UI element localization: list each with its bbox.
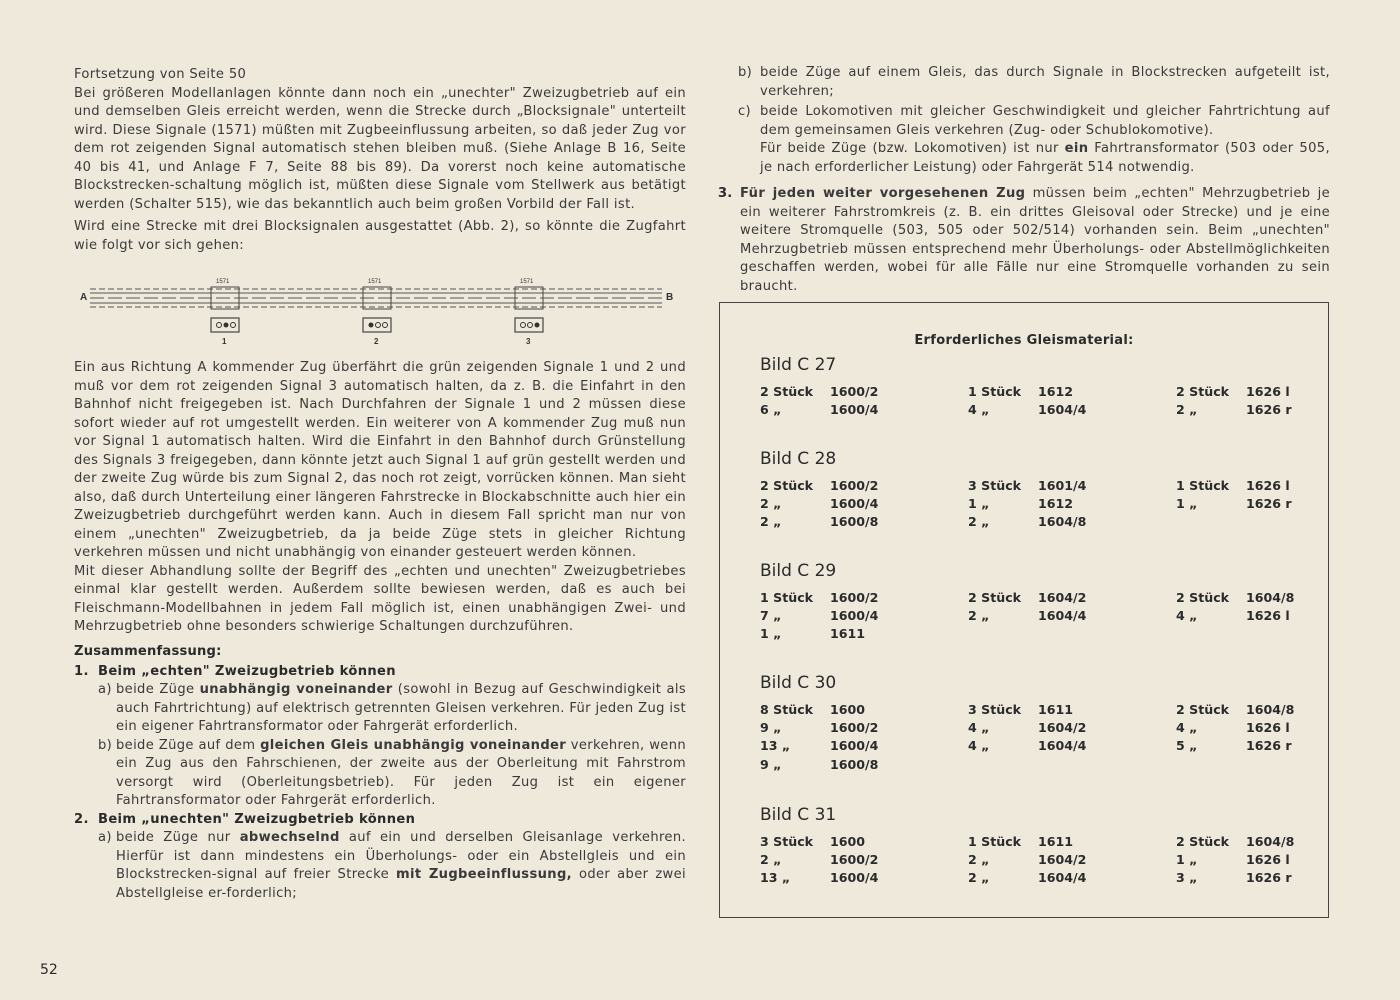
bild-c29 bbox=[760, 561, 836, 585]
paragraph-3: Ein aus Richtung A kommender Zug überfährt die grün zeigenden Signale 1 und 2 und muß vor dem rot zeigenden Signal 3 automatisch halten, da z. B. die Einfahrt in den Bahnhof nicht freigegeben ist. Nach Durchfahren der Signale 1 und 2 müssen diese sofort wieder auf rot umgestellt werden. Ein weiterer von A kommender Zug muß nun vor Signal 1 automatisch halten. Wird die Einfahrt in den Bahnhof durch Grünstellung des Signals 3 freigegeben, dann könnte jetzt auch Signal 1 auf grün gestellt werden und der zweite Zug würde bis zum Signal 2, das noch rot zeigt, vorrücken können. Man sieht also, daß durch Unterteilung einer längeren Fahrstrecke in Blockabschnitte auch hier ein Zweizugbetrieb durchgeführt werden kann. Auch in diesem Fall spricht man nur von einem „unechten" Zweizugbetrieb, da ja beide Züge stets in gleicher Richtung verkehren müssen und nicht unabhängig von einander gesteuert werden können. bbox=[74, 360, 686, 560]
material-group bbox=[760, 833, 878, 888]
material-part-number: 1604/2 bbox=[1038, 720, 1087, 736]
material-row bbox=[1176, 851, 1294, 869]
material-row bbox=[760, 589, 878, 607]
summary-item-1 bbox=[74, 663, 686, 682]
material-quantity: 1 Stück bbox=[968, 834, 1022, 849]
summary-item-3 bbox=[718, 185, 1330, 296]
signal-2 bbox=[363, 279, 391, 346]
material-quantity: 3 Stück bbox=[760, 834, 814, 849]
material-group bbox=[968, 833, 1086, 888]
material-part-number: 1600/2 bbox=[830, 852, 879, 868]
item-3-bold: Für jeden weiter vorgesehenen Zug bbox=[740, 186, 1026, 201]
material-quantity: 2 „ bbox=[968, 514, 990, 530]
item-1a-bold-1: unabhängig voneinander bbox=[199, 682, 393, 697]
material-group bbox=[968, 477, 1086, 532]
material-quantity: 6 „ bbox=[760, 402, 782, 418]
material-quantity: 1 „ bbox=[1176, 496, 1198, 512]
material-part-number: 1600/4 bbox=[830, 402, 879, 418]
material-quantity: 8 Stück bbox=[760, 702, 814, 717]
item-2a-bold-2: mit Zugbeeinflussung, bbox=[395, 867, 572, 882]
material-quantity: 2 „ bbox=[968, 608, 990, 624]
material-part-number: 1600/8 bbox=[830, 756, 879, 772]
material-quantity: 5 „ bbox=[1176, 738, 1198, 754]
paragraph-4: Mit dieser Abhandlung sollte der Begriff des „echten und unechten" Zweizugbetriebes einmal klar gestellt werden. Außerdem sollte bewiesen werden, daß es auch bei Fleischmann-Modellbahnen in jedem Fall möglich ist, einen unabhängigen Zwei- und Mehrzugbetrieb ohne besonders schwierige Schaltungen durchzuführen. bbox=[74, 563, 686, 634]
signal-3-number: 3 bbox=[526, 337, 531, 346]
material-part-number: 1600/4 bbox=[830, 738, 879, 754]
material-part-number: 1604/4 bbox=[1038, 738, 1087, 754]
material-row bbox=[1176, 869, 1294, 887]
signal-2-number: 2 bbox=[374, 337, 379, 346]
material-part-number: 1612 bbox=[1038, 384, 1074, 399]
paragraph-1: Bei größeren Modellanlagen könnte dann noch ein „unechter" Zweizugbetrieb auf ein und demselben Gleis erreicht werden, wenn die Strecke durch „Blocksignale" unterteilt wird. Diese Signale (1571) müßten mit Zugbeeinflussung arbeiten, so daß jeder Zug vor dem rot zeigenden Signal automatisch stehen bleiben muß. (Siehe Anlage B 16, Seite 40 bis 41, und Anlage F 7, Seite 88 bis 89). Da vorerst noch keine automatische Blockstrecken-schaltung möglich ist, müßten diese Signale vom Stellwerk aus betätigt werden (Schalter 515), wie das bekanntlich auch beim großen Vorbild der Fall ist. bbox=[74, 85, 686, 212]
material-row bbox=[760, 401, 878, 419]
material-row bbox=[968, 513, 1086, 531]
item-2c-text-3: Fahrtransformator (503 oder 505, je nach erforderlicher Leistung) oder Fahrgerät 514 notwendig. bbox=[760, 141, 1330, 175]
material-part-number: 1600/2 bbox=[830, 384, 879, 399]
material-quantity: 2 Stück bbox=[1176, 384, 1230, 399]
signal-1-code: 1571 bbox=[216, 279, 230, 285]
material-row bbox=[760, 513, 878, 531]
material-part-number: 1626 l bbox=[1246, 384, 1290, 399]
material-group bbox=[1176, 383, 1292, 419]
material-group bbox=[1176, 589, 1294, 625]
material-quantity: 7 „ bbox=[760, 608, 782, 624]
item-2b-text: beide Züge auf einem Gleis, das durch Signale in Blockstrecken aufgeteilt ist, verkehren; bbox=[760, 65, 1330, 99]
item-1-title: Beim „echten" Zweizugbetrieb können bbox=[98, 663, 396, 679]
left-column bbox=[74, 66, 686, 903]
signal-1-number: 1 bbox=[222, 337, 227, 346]
material-row bbox=[760, 701, 878, 719]
material-quantity: 2 Stück bbox=[968, 590, 1022, 605]
material-part-number: 1626 l bbox=[1246, 608, 1290, 624]
material-row bbox=[1176, 719, 1294, 737]
material-quantity: 2 „ bbox=[1176, 402, 1198, 418]
bild-title: Bild C 29 bbox=[760, 561, 837, 581]
material-group bbox=[760, 383, 878, 419]
material-part-number: 1604/8 bbox=[1246, 834, 1295, 849]
material-part-number: 1611 bbox=[830, 626, 866, 642]
material-quantity: 1 Stück bbox=[968, 384, 1022, 399]
bild-c27 bbox=[760, 355, 836, 379]
material-part-number: 1604/8 bbox=[1246, 702, 1295, 717]
material-quantity: 2 Stück bbox=[1176, 834, 1230, 849]
material-row bbox=[760, 625, 878, 643]
material-quantity: 1 „ bbox=[760, 626, 782, 642]
material-quantity: 2 Stück bbox=[760, 384, 814, 399]
material-row bbox=[760, 495, 878, 513]
bild-c30 bbox=[760, 673, 836, 697]
item-1b-label: b) bbox=[98, 737, 113, 753]
material-quantity: 3 Stück bbox=[968, 478, 1022, 493]
signal-3 bbox=[515, 279, 543, 346]
summary-item-2a bbox=[74, 829, 686, 903]
material-quantity: 1 Stück bbox=[760, 590, 814, 605]
material-row bbox=[760, 737, 878, 755]
material-group bbox=[968, 701, 1086, 756]
material-group bbox=[968, 589, 1086, 625]
summary-heading: Zusammenfassung: bbox=[74, 643, 222, 659]
material-part-number: 1604/2 bbox=[1038, 852, 1087, 868]
material-quantity: 2 „ bbox=[760, 852, 782, 868]
material-quantity: 9 „ bbox=[760, 756, 782, 772]
material-quantity: 3 Stück bbox=[968, 702, 1022, 717]
item-2a-text-3: oder aber zwei Abstellgleise er-forderlich; bbox=[116, 867, 687, 901]
material-quantity: 1 „ bbox=[1176, 852, 1198, 868]
material-part-number: 1600/4 bbox=[830, 608, 879, 624]
bild-title: Bild C 31 bbox=[760, 805, 837, 825]
end-b-label: B bbox=[666, 292, 674, 303]
material-group bbox=[968, 383, 1086, 419]
material-row bbox=[760, 719, 878, 737]
material-part-number: 1626 r bbox=[1246, 402, 1292, 418]
material-part-number: 1601/4 bbox=[1038, 478, 1087, 493]
item-2a-label: a) bbox=[98, 830, 112, 845]
material-row bbox=[1176, 607, 1294, 625]
material-part-number: 1612 bbox=[1038, 496, 1074, 512]
continuation-note: Fortsetzung von Seite 50 bbox=[74, 67, 247, 82]
material-row bbox=[760, 477, 878, 495]
material-row bbox=[760, 869, 878, 887]
end-a-label: A bbox=[80, 292, 88, 303]
summary-item-1a bbox=[74, 681, 686, 737]
material-row bbox=[1176, 833, 1294, 851]
item-2c-label: c) bbox=[738, 104, 752, 119]
block-signal-diagram bbox=[74, 267, 686, 346]
item-2-label: 2. bbox=[74, 811, 89, 827]
material-row bbox=[968, 607, 1086, 625]
item-2c-text-2: Für beide Züge (bzw. Lokomotiven) ist nur bbox=[760, 141, 1065, 156]
item-2b-label: b) bbox=[738, 65, 753, 80]
material-row bbox=[760, 833, 878, 851]
bild-c28 bbox=[760, 449, 836, 473]
bild-c31 bbox=[760, 805, 836, 829]
material-quantity: 2 „ bbox=[760, 514, 782, 530]
material-part-number: 1604/4 bbox=[1038, 608, 1087, 624]
material-quantity: 4 „ bbox=[1176, 720, 1198, 736]
material-quantity: 2 Stück bbox=[1176, 590, 1230, 605]
material-part-number: 1600/8 bbox=[830, 514, 879, 530]
material-row bbox=[968, 701, 1086, 719]
material-part-number: 1611 bbox=[1038, 702, 1074, 717]
signal-2-code: 1571 bbox=[368, 279, 382, 285]
material-quantity: 2 „ bbox=[968, 852, 990, 868]
material-part-number: 1611 bbox=[1038, 834, 1074, 849]
material-quantity: 2 „ bbox=[760, 496, 782, 512]
material-part-number: 1600/2 bbox=[830, 720, 879, 736]
material-group bbox=[760, 589, 878, 644]
material-row bbox=[1176, 383, 1292, 401]
bild-title: Bild C 27 bbox=[760, 355, 837, 375]
material-group bbox=[1176, 477, 1292, 513]
item-1a-text-2: (sowohl in Bezug auf Geschwindigkeit als auch Fahrtrichtung) auf elektrisch getrennten Gleisen verkehren. Für jeden Zug ist ein eigener Fahrtransformator oder Fahrgerät erforderlich. bbox=[116, 682, 686, 734]
material-group bbox=[1176, 833, 1294, 888]
item-2c-text: beide Lokomotiven mit gleicher Geschwindigkeit und gleicher Fahrtrichtung auf dem gemeinsamen Gleis verkehren (Zug- oder Schublokomotive). bbox=[760, 104, 1330, 138]
material-row bbox=[1176, 401, 1292, 419]
material-quantity: 2 „ bbox=[968, 870, 990, 886]
item-1a-label: a) bbox=[98, 682, 112, 697]
material-group bbox=[1176, 701, 1294, 756]
item-1b-text-2: verkehren, wenn ein Zug aus den Fahrschienen, der zweite aus der Oberleitung mit Fahrstrom versorgt wird (Oberleitungsbetrieb). Für jeden Zug ist ein eigener Fahrtransformator oder Fahrgerät erforderlich. bbox=[116, 737, 686, 808]
material-row bbox=[968, 383, 1086, 401]
item-2c-bold: ein bbox=[1064, 141, 1089, 156]
material-part-number: 1604/8 bbox=[1246, 590, 1295, 605]
material-quantity: 13 „ bbox=[760, 738, 791, 754]
summary-item-1b bbox=[74, 737, 686, 811]
item-1a-text-1: beide Züge bbox=[116, 682, 200, 697]
material-row bbox=[1176, 589, 1294, 607]
material-part-number: 1626 l bbox=[1246, 720, 1290, 736]
material-quantity: 2 Stück bbox=[760, 478, 814, 493]
material-part-number: 1600/4 bbox=[830, 496, 879, 512]
material-part-number: 1604/4 bbox=[1038, 402, 1087, 418]
material-group bbox=[760, 477, 878, 532]
material-box bbox=[719, 302, 1329, 918]
item-1b-bold-1: gleichen Gleis unabhängig voneinander bbox=[260, 737, 567, 753]
material-row bbox=[760, 851, 878, 869]
material-quantity: 2 Stück bbox=[1176, 702, 1230, 717]
material-part-number: 1600/4 bbox=[830, 870, 879, 886]
page-number: 52 bbox=[40, 962, 58, 978]
material-part-number: 1600 bbox=[830, 834, 866, 849]
material-part-number: 1626 l bbox=[1246, 852, 1290, 868]
summary-item-2 bbox=[74, 811, 686, 830]
material-part-number: 1626 r bbox=[1246, 496, 1292, 512]
summary-item-2b bbox=[738, 64, 1330, 101]
bild-title: Bild C 30 bbox=[760, 673, 837, 693]
material-part-number: 1626 r bbox=[1246, 738, 1292, 754]
material-quantity: 3 „ bbox=[1176, 870, 1198, 886]
material-quantity: 4 „ bbox=[968, 738, 990, 754]
item-1-label: 1. bbox=[74, 663, 89, 679]
item-3-label: 3. bbox=[718, 186, 733, 201]
material-part-number: 1604/4 bbox=[1038, 870, 1087, 886]
material-quantity: 9 „ bbox=[760, 720, 782, 736]
material-part-number: 1600/2 bbox=[830, 590, 879, 605]
bild-title: Bild C 28 bbox=[760, 449, 837, 469]
material-row bbox=[968, 833, 1086, 851]
material-row bbox=[968, 869, 1086, 887]
summary-item-2c bbox=[738, 103, 1330, 177]
material-quantity: 13 „ bbox=[760, 870, 791, 886]
item-2a-text-1: beide Züge nur bbox=[116, 830, 240, 845]
material-quantity: 4 „ bbox=[968, 402, 990, 418]
material-row bbox=[968, 495, 1086, 513]
material-row bbox=[1176, 701, 1294, 719]
material-part-number: 1626 l bbox=[1246, 478, 1290, 493]
material-row bbox=[1176, 477, 1292, 495]
material-part-number: 1626 r bbox=[1246, 870, 1292, 886]
material-row bbox=[968, 737, 1086, 755]
material-group bbox=[760, 701, 878, 774]
track-diagram bbox=[74, 267, 686, 346]
material-quantity: 4 „ bbox=[968, 720, 990, 736]
material-row bbox=[760, 607, 878, 625]
material-row bbox=[968, 589, 1086, 607]
item-1b-text-1: beide Züge auf dem bbox=[116, 737, 261, 753]
signal-3-code: 1571 bbox=[520, 279, 534, 285]
material-row bbox=[968, 477, 1086, 495]
material-quantity: 4 „ bbox=[1176, 608, 1198, 624]
material-part-number: 1604/8 bbox=[1038, 514, 1087, 530]
item-3-text: müssen beim „echten" Mehrzugbetrieb je ein weiterer Fahrstromkreis (z. B. ein drittes Gleisoval oder Strecke) und je eine weitere Stromquelle (503, 505 oder 502/514) vorhanden sein. Beim „unechten" Mehrzugbetrieb müssen entsprechend mehr Überholungs- oder Abstellmöglichkeiten geschaffen werden, wobei für alle Fälle nur eine Stromquelle vorhanden zu sein braucht. bbox=[740, 186, 1330, 294]
material-row bbox=[968, 851, 1086, 869]
item-2-title: Beim „unechten" Zweizugbetrieb können bbox=[98, 811, 416, 827]
material-row bbox=[968, 719, 1086, 737]
material-part-number: 1604/2 bbox=[1038, 590, 1087, 605]
right-column bbox=[718, 64, 1330, 296]
material-part-number: 1600/2 bbox=[830, 478, 879, 493]
material-row bbox=[1176, 737, 1294, 755]
material-part-number: 1600 bbox=[830, 702, 866, 717]
material-row bbox=[760, 383, 878, 401]
material-title: Erforderliches Gleismaterial: bbox=[914, 333, 1134, 348]
material-quantity: 1 „ bbox=[968, 496, 990, 512]
material-row bbox=[760, 756, 878, 774]
material-quantity: 1 Stück bbox=[1176, 478, 1230, 493]
material-row bbox=[968, 401, 1086, 419]
paragraph-2: Wird eine Strecke mit drei Blocksignalen ausgestattet (Abb. 2), so könnte die Zugfahrt wie folgt vor sich gehen: bbox=[74, 219, 686, 253]
material-row bbox=[1176, 495, 1292, 513]
item-2a-text-2: auf ein und derselben Gleisanlage verkehren. Hierfür ist dann mindestens ein Überholungs- oder ein Abstellgleis und ein Blockstrecken-signal auf freier Strecke bbox=[116, 830, 686, 882]
item-2a-bold-1: abwechselnd bbox=[239, 830, 340, 845]
